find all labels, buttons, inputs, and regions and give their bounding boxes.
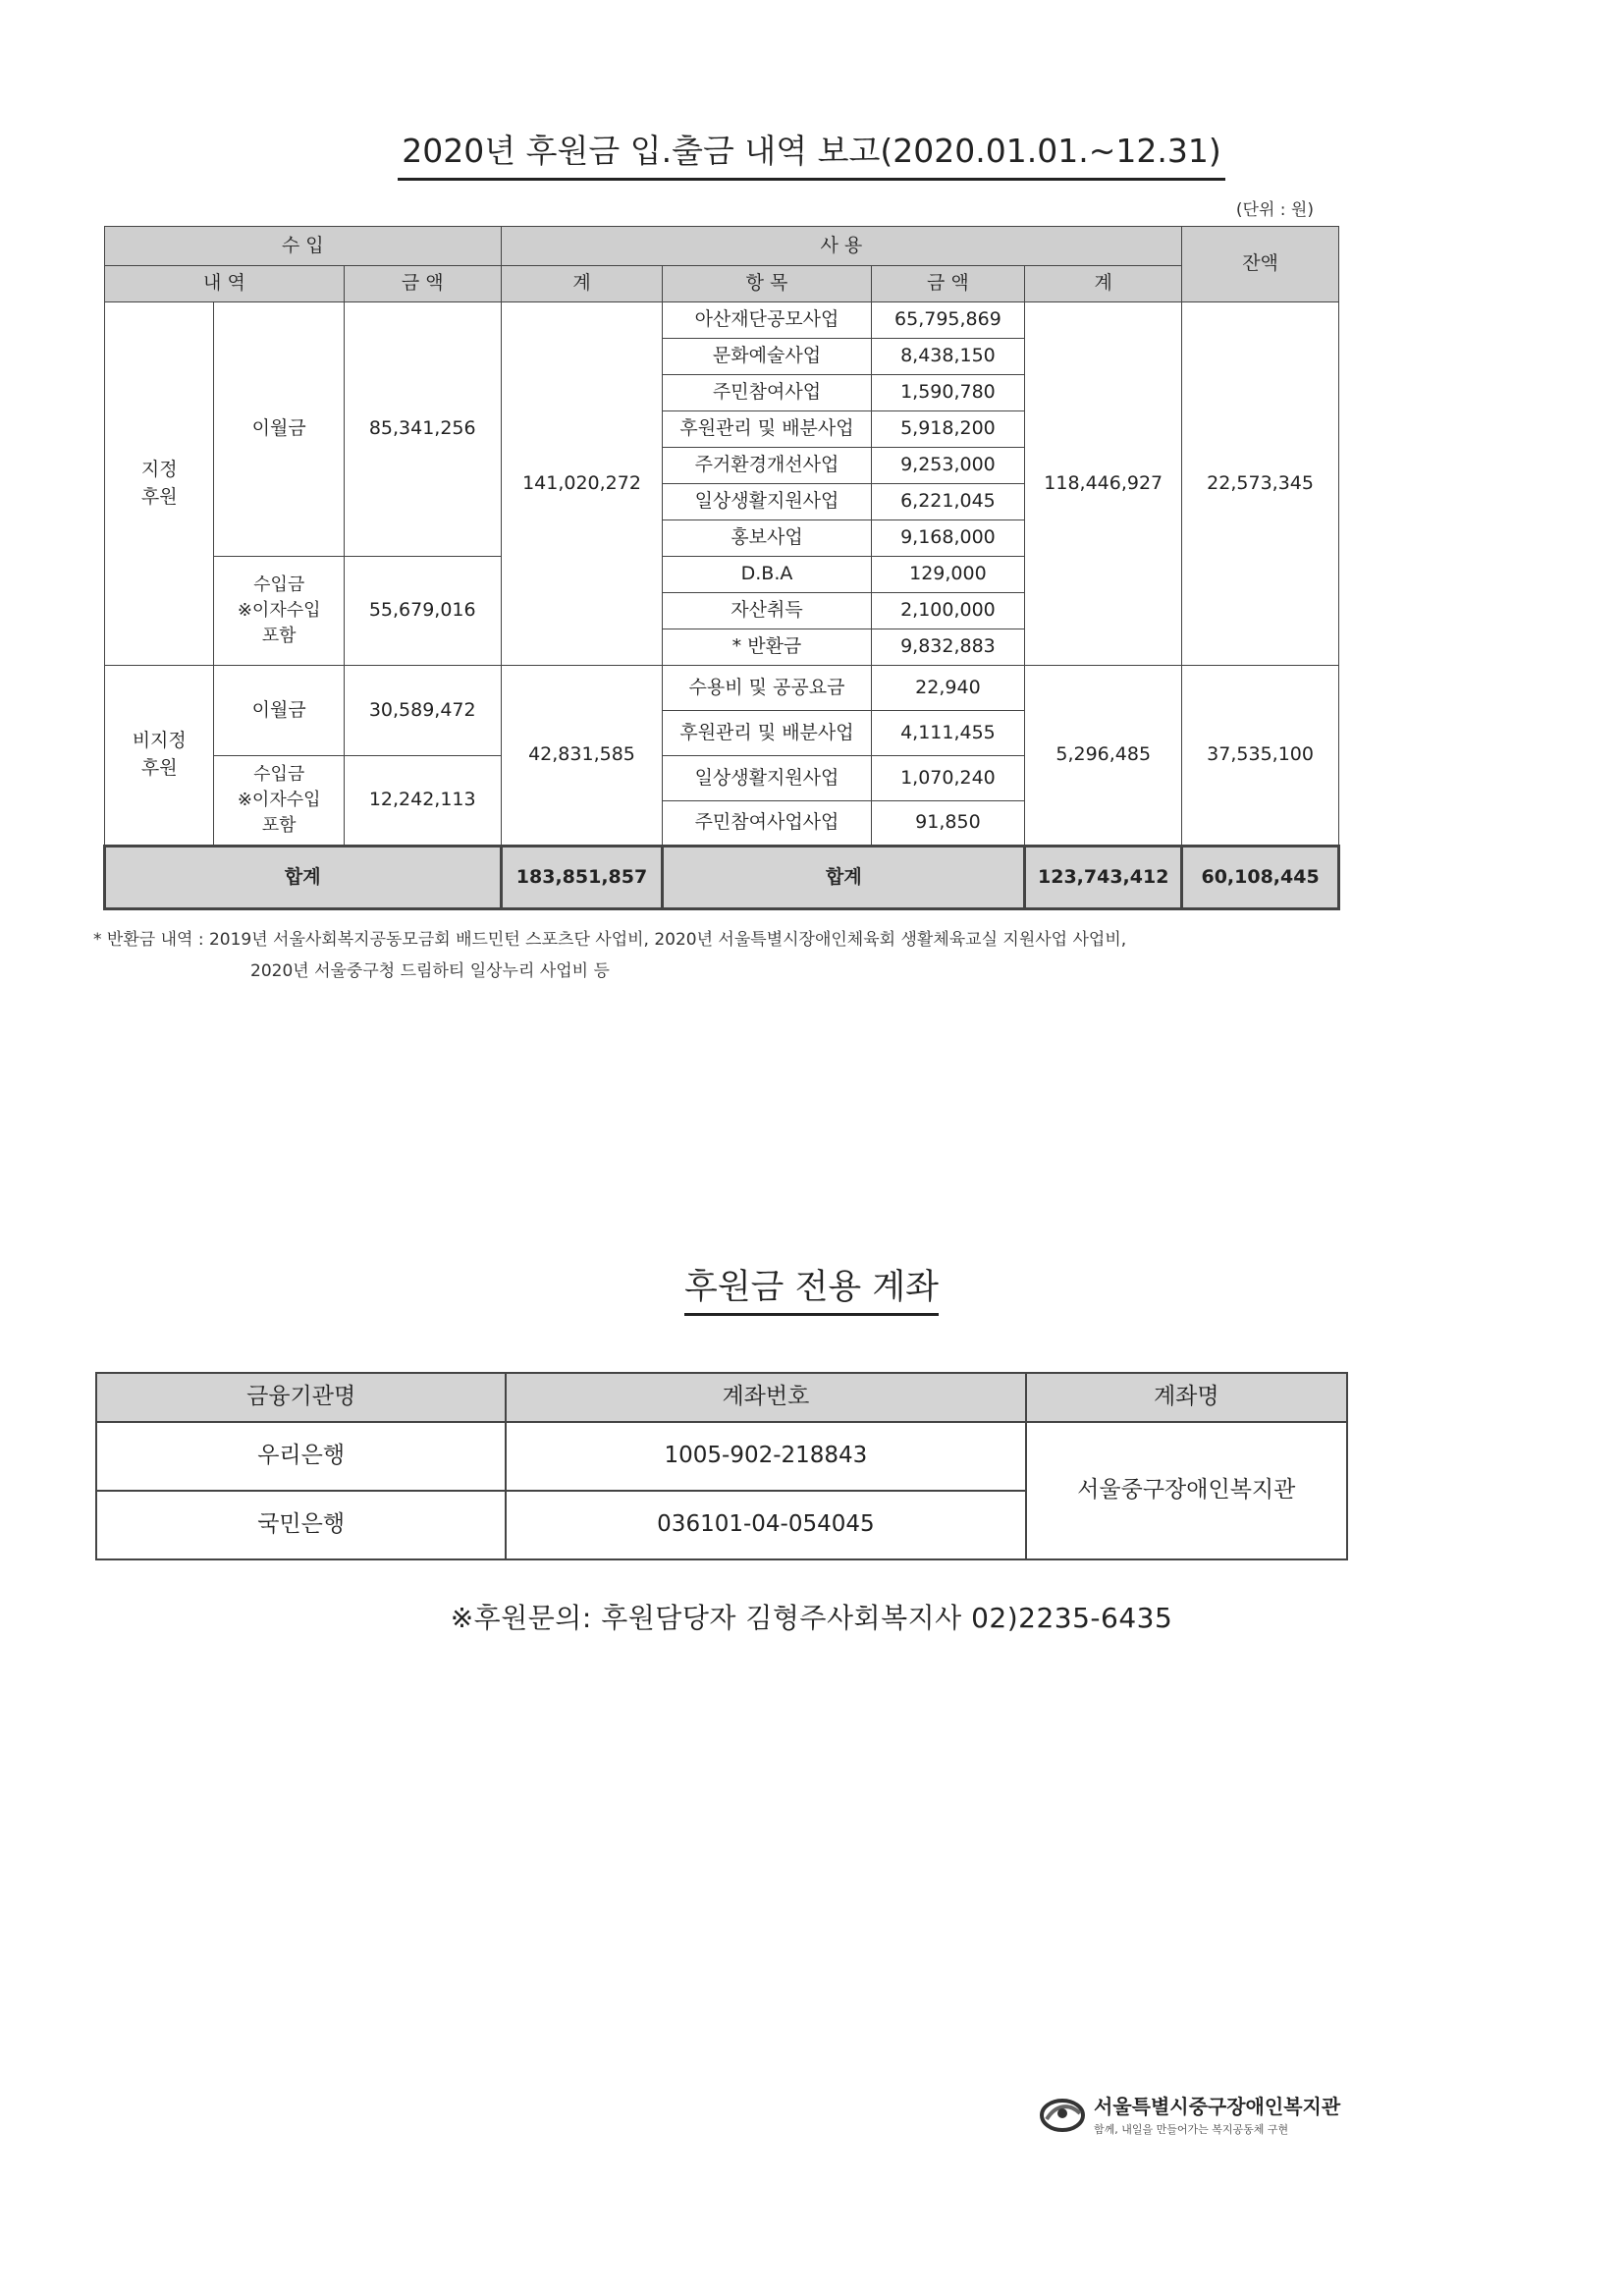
income-total-label: 합계	[105, 847, 502, 909]
organization-logo	[1039, 2090, 1340, 2137]
expense-item-amount: 91,850	[871, 801, 1025, 847]
expense-item-name: * 반환금	[663, 629, 871, 666]
nondesignated-balance: 37,535,100	[1182, 666, 1339, 847]
expense-item-amount: 5,918,200	[871, 411, 1025, 448]
designated-income-total: 141,020,272	[501, 302, 663, 666]
expense-item-name: 일상생활지원사업	[663, 756, 871, 801]
budget-table	[103, 226, 1340, 910]
expense-item-name: 후원관리 및 배분사업	[663, 411, 871, 448]
expense-item-amount: 2,100,000	[871, 593, 1025, 629]
item-header: 내 역	[105, 266, 345, 302]
expense-item-amount: 1,590,780	[871, 375, 1025, 411]
expense-header: 사 용	[501, 227, 1182, 266]
expense-item-amount: 129,000	[871, 557, 1025, 593]
expense-item-amount: 22,940	[871, 666, 1025, 711]
footnote-line: 2020년 서울중구청 드림하티 일상누리 사업비 등	[250, 961, 610, 981]
expense-item-name: 홍보사업	[663, 520, 871, 557]
nondesignated-carryover-label: 이월금	[214, 666, 344, 756]
expense-subtotal-header: 계	[1025, 266, 1182, 302]
expense-item-amount: 8,438,150	[871, 339, 1025, 375]
account-number: 036101-04-054045	[506, 1491, 1025, 1559]
expense-item-name: 주민참여사업	[663, 375, 871, 411]
amount-header: 금 액	[344, 266, 501, 302]
income-grand-total: 183,851,857	[501, 847, 663, 909]
nondesignated-label: 비지정 후원	[105, 666, 214, 847]
report-title: 2020년 후원금 입.출금 내역 보고(2020.01.01.~12.31)	[0, 126, 1623, 181]
balance-header: 잔액	[1182, 227, 1339, 302]
expense-item-amount: 65,795,869	[871, 302, 1025, 339]
nondesignated-income-label: 수입금 ※이자수입 포함	[214, 756, 344, 847]
expense-item-amount: 9,253,000	[871, 448, 1025, 484]
organization-slogan: 함께, 내일을 만들어가는 복지공동체 구현	[1094, 2122, 1289, 2136]
donation-inquiry: ※후원문의: 후원담당자 김형주사회복지사 02)2235-6435	[450, 1602, 1173, 1634]
refund-footnote	[93, 924, 1126, 987]
expense-item-name: 아산재단공모사업	[663, 302, 871, 339]
expense-grand-total: 123,743,412	[1025, 847, 1182, 909]
designated-label: 지정 후원	[105, 302, 214, 666]
expense-item-name: 주민참여사업사업	[663, 801, 871, 847]
account-number: 1005-902-218843	[506, 1422, 1025, 1491]
expense-item-name: D.B.A	[663, 557, 871, 593]
expense-item-name: 자산취득	[663, 593, 871, 629]
expense-total-label: 합계	[663, 847, 1025, 909]
organization-emblem-icon	[1039, 2090, 1086, 2137]
expense-item-amount: 9,168,000	[871, 520, 1025, 557]
designated-income-label: 수입금 ※이자수입 포함	[214, 557, 344, 666]
designated-expense-total: 118,446,927	[1025, 302, 1182, 666]
designated-income-amount: 55,679,016	[344, 557, 501, 666]
accounts-table	[95, 1372, 1348, 1560]
expense-item-amount: 4,111,455	[871, 711, 1025, 756]
unit-label: (단위 : 원)	[1235, 200, 1314, 220]
bank-name: 우리은행	[96, 1422, 506, 1491]
expense-item-amount: 1,070,240	[871, 756, 1025, 801]
designated-balance: 22,573,345	[1182, 302, 1339, 666]
designated-carryover-amount: 85,341,256	[344, 302, 501, 557]
designated-carryover-label: 이월금	[214, 302, 344, 557]
nondesignated-expense-total: 5,296,485	[1025, 666, 1182, 847]
bank-header: 금융기관명	[96, 1373, 506, 1422]
expense-item-name: 후원관리 및 배분사업	[663, 711, 871, 756]
account-number-header: 계좌번호	[506, 1373, 1025, 1422]
account-holder-header: 계좌명	[1026, 1373, 1347, 1422]
footnote-line: * 반환금 내역 : 2019년 서울사회복지공동모금회 배드민턴 스포츠단 사업비, 2020년 서울특별시장애인체육회 생활체육교실 지원사업 사업비,	[93, 930, 1127, 950]
expense-amount-header: 금 액	[871, 266, 1025, 302]
nondesignated-carryover-amount: 30,589,472	[344, 666, 501, 756]
account-holder: 서울중구장애인복지관	[1026, 1422, 1347, 1559]
category-header: 항 목	[663, 266, 871, 302]
income-header: 수 입	[105, 227, 502, 266]
nondesignated-income-amount: 12,242,113	[344, 756, 501, 847]
expense-item-name: 일상생활지원사업	[663, 484, 871, 520]
accounts-title: 후원금 전용 계좌	[0, 1260, 1623, 1316]
nondesignated-income-total: 42,831,585	[501, 666, 663, 847]
balance-grand-total: 60,108,445	[1182, 847, 1339, 909]
expense-item-amount: 6,221,045	[871, 484, 1025, 520]
organization-name: 서울특별시중구장애인복지관	[1094, 2094, 1341, 2118]
expense-item-name: 문화예술사업	[663, 339, 871, 375]
bank-name: 국민은행	[96, 1491, 506, 1559]
expense-item-name: 수용비 및 공공요금	[663, 666, 871, 711]
expense-item-name: 주거환경개선사업	[663, 448, 871, 484]
subtotal-header: 계	[501, 266, 663, 302]
expense-item-amount: 9,832,883	[871, 629, 1025, 666]
